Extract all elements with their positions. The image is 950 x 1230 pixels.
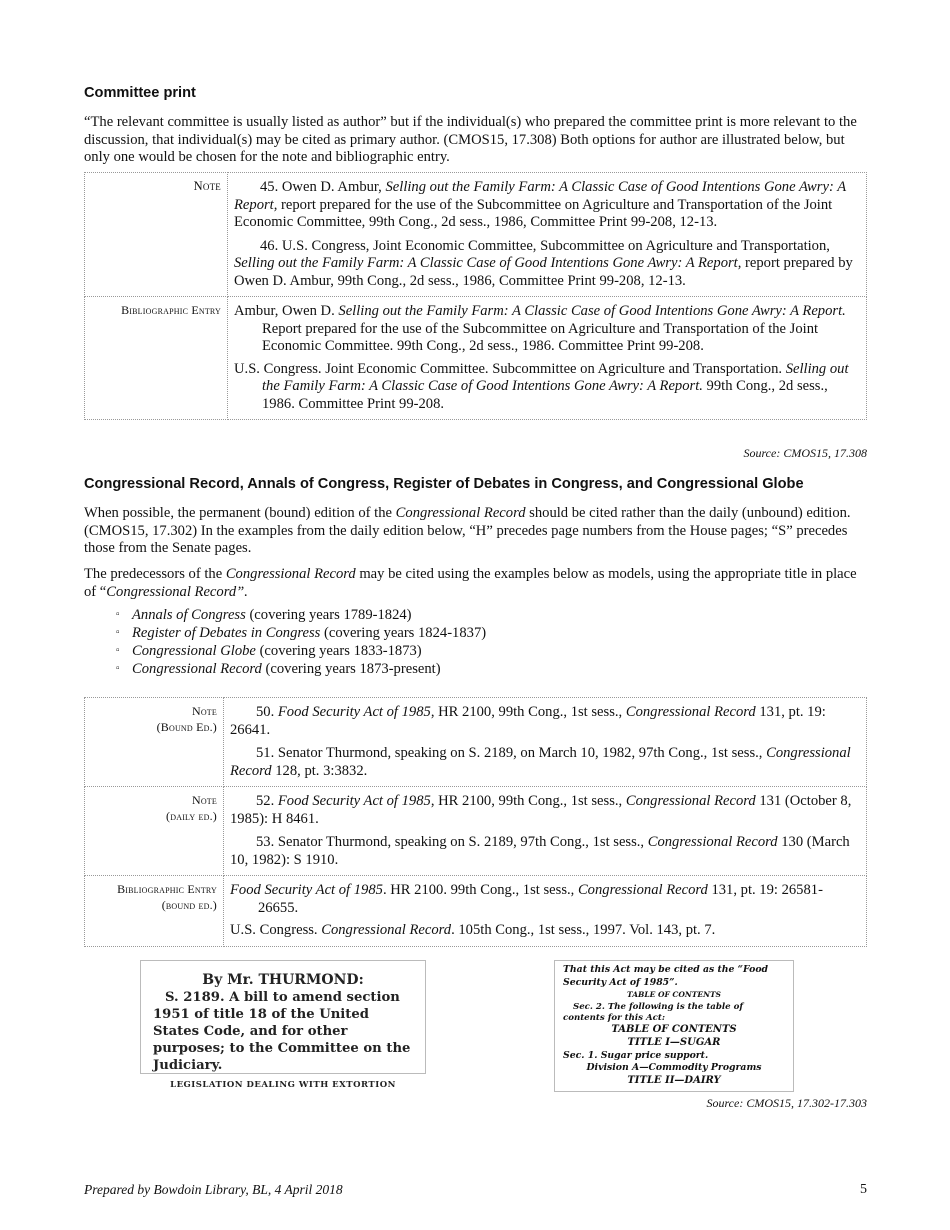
note-record: Congressional Record [647, 834, 778, 850]
para-text: should be cited rather than the daily (unbound) edition. (CMOS15, 17.302) In the examples from the daily edition below, “H” precedes page numbers from the House pages; “S” precedes those from the Senate pages. [84, 505, 851, 556]
bib-label [85, 297, 228, 420]
list-title: Annals of Congress [132, 607, 246, 623]
clipping-text: S. 2189. A bill to amend section 1951 of title 18 of the United States Code, and for other purposes; to the Committee on the Judiciary. [153, 990, 411, 1073]
note-title: Food Security Act of 1985 [277, 704, 431, 720]
bib-text: . HR 2100. 99th Cong., 1st sess., [382, 882, 578, 898]
bib-entry [230, 922, 860, 940]
note-text: 51. Senator Thurmond, speaking on S. 2189, on March 10, 1982, 97th Cong., 1st sess., [256, 745, 767, 761]
list-item [114, 624, 486, 642]
bib-text: 131, pt. 19: 26581-26655. [258, 882, 823, 916]
table-row [85, 787, 867, 876]
note-text: , HR 2100, 99th Cong., 1st sess., [430, 704, 626, 720]
list-item [114, 660, 486, 678]
clipping-line: That this Act may be cited as the “Food Security Act of 1985”. [563, 964, 769, 988]
note-entry [234, 179, 860, 232]
table-row [85, 698, 867, 787]
clipping-line: TABLE OF CONTENTS [611, 1024, 737, 1036]
note-entry [230, 793, 860, 828]
predecessor-list [114, 606, 486, 678]
note-record: Congressional Record [625, 793, 756, 809]
note-text: 53. Senator Thurmond, speaking on S. 2189, 97th Cong., 1st sess., [256, 834, 648, 850]
bib-text: U.S. Congress. Joint Economic Committee. Subcommittee on Agriculture and Transportation. [234, 360, 786, 377]
congressional-record-para2 [84, 566, 867, 601]
bib-entry [234, 361, 860, 414]
section-heading-committee-print: Committee print [84, 85, 196, 101]
food-security-clipping-image [554, 960, 794, 1092]
bib-text: Report prepared for the use of the Subcommittee on Agriculture and Transportation of the Joint Economic Committee. 99th Cong., 2d sess., 1986. Committee Print 99-208. [262, 320, 819, 354]
list-title: Congressional Globe [132, 643, 256, 659]
bib-cell [228, 297, 867, 420]
committee-print-table [84, 172, 867, 420]
congressional-record-para1 [84, 505, 867, 558]
para-italic: Congressional Record [225, 566, 356, 582]
note-text: 131, pt. 19: 26641. [230, 704, 826, 738]
table-row [85, 173, 867, 297]
note-entry [230, 745, 860, 780]
list-item [114, 606, 486, 624]
list-years: (covering years 1833-1873) [255, 643, 422, 659]
clipping-heading: By Mr. THURMOND: [202, 972, 364, 988]
clipping-line: Sec. 2. The following is the table of contents for this Act: [563, 1002, 744, 1024]
note-label [85, 173, 228, 297]
note-text: 131 (October 8, 1985): H 8461. [230, 793, 852, 827]
bib-cell [224, 876, 867, 947]
thurmond-clipping-image [140, 960, 426, 1090]
label-sub: (bound ed.) [161, 897, 217, 912]
document-page [84, 0, 867, 1230]
bib-title: Selling out the Family Farm: A Classic Case of Good Intentions Gone Awry: A Report. [262, 360, 849, 394]
bib-text: 99th Cong., 2d sess., 1986. Committee Print 99-208. [262, 378, 828, 412]
note-text: 130 (March 10, 1982): S 1910. [230, 834, 850, 868]
clipping-line: TITLE II—DAIRY [627, 1074, 721, 1086]
list-item [114, 642, 486, 660]
note-entry [230, 704, 860, 739]
list-years: (covering years 1789-1824) [245, 607, 412, 623]
bib-title: Food Security Act of 1985 [230, 882, 383, 898]
note-text: 45. Owen D. Ambur, [260, 179, 386, 195]
daily-note-label [85, 787, 224, 876]
bound-note-cell [224, 698, 867, 787]
note-text: report prepared for the use of the Subcommittee on Agriculture and Transportation of the Joint Economic Committee, 99th Cong., 2d sess., 1986, Committee Print 99-208, 12-13. [234, 196, 833, 230]
list-title: Congressional Record [132, 661, 262, 677]
note-text: , HR 2100, 99th Cong., 1st sess., [430, 793, 626, 809]
label-text: Note [191, 704, 217, 718]
committee-print-intro: “The relevant committee is usually listed as author” but if the individual(s) who prepared the committee print is more relevant to the discussion, that individual(s) may be cited as primary author. (CMOS15, 17.308) Both options for author are illustrated below, but only one would be chosen for the note and bibliographic entry. [84, 114, 857, 165]
para-text: may be cited using the examples below as models, using the appropriate title in place of “ [84, 566, 857, 600]
source-citation: Source: CMOS15, 17.302-17.303 [706, 1096, 867, 1110]
bullet-icon: ▫ [116, 645, 120, 656]
bullet-icon: ▫ [116, 609, 120, 620]
label-sub: (daily ed.) [166, 808, 217, 823]
para-italic: Congressional Record”. [106, 583, 248, 600]
bib-record: Congressional Record [321, 922, 452, 938]
clipping-line: TITLE I—SUGAR [627, 1036, 721, 1048]
daily-note-cell [224, 787, 867, 876]
note-cell [228, 173, 867, 297]
bib-entry [230, 882, 860, 917]
para-text: The predecessors of the [84, 566, 226, 582]
note-text: 50. [256, 704, 278, 720]
bullet-icon: ▫ [116, 627, 120, 638]
clipping-line: Division A—Commodity Programs [586, 1062, 762, 1074]
note-text: report prepared by Owen D. Ambur, 99th Cong., 2d sess., 1986, Committee Print 99-208, 12-13. [234, 255, 853, 289]
bib-record: Congressional Record [577, 882, 708, 898]
note-record: Congressional Record [230, 745, 851, 779]
list-title: Register of Debates in Congress [132, 625, 321, 641]
note-text: 46. U.S. Congress, Joint Economic Committee, Subcommittee on Agriculture and Transportation, [260, 237, 830, 254]
para-text: When possible, the permanent (bound) edition of the [84, 505, 396, 521]
note-label-text: Note [193, 179, 221, 193]
note-record: Congressional Record [625, 704, 756, 720]
table-row [85, 297, 867, 420]
bullet-icon: ▫ [116, 663, 120, 674]
label-sub: (Bound Ed.) [156, 719, 217, 734]
clipping-line: Sec. 1. Sugar price support. [563, 1049, 709, 1061]
clipping-line: TABLE OF CONTENTS [627, 990, 721, 1000]
source-citation: Source: CMOS15, 17.308 [743, 446, 867, 460]
para-italic: Congressional Record [395, 505, 526, 521]
note-title: Selling out the Family Farm: A Classic Case of Good Intentions Gone Awry: A Report, [234, 179, 846, 213]
list-years: (covering years 1873-present) [261, 661, 441, 677]
bib-label-text: Bibliographic Entry [121, 303, 221, 317]
note-title: Food Security Act of 1985 [277, 793, 431, 809]
bib-text: U.S. Congress. [230, 922, 322, 938]
table-row [85, 876, 867, 947]
label-text: Bibliographic Entry [117, 882, 217, 896]
bib-text: . 105th Cong., 1st sess., 1997. Vol. 143, pt. 7. [451, 922, 716, 938]
bib-label [85, 876, 224, 947]
bib-text: Ambur, Owen D. [234, 303, 339, 319]
bib-title: Selling out the Family Farm: A Classic Case of Good Intentions Gone Awry: A Report. [338, 303, 846, 319]
note-text: 128, pt. 3:3832. [271, 762, 368, 779]
bib-entry [234, 303, 860, 356]
clipping-footer: LEGISLATION DEALING WITH EXTORTION [170, 1080, 396, 1090]
footer-prepared-by: Prepared by Bowdoin Library, BL, 4 April 2018 [84, 1182, 343, 1197]
page-number: 5 [860, 1182, 867, 1197]
note-entry [230, 834, 860, 869]
list-years: (covering years 1824-1837) [320, 625, 487, 641]
bound-note-label [85, 698, 224, 787]
note-title: Selling out the Family Farm: A Classic Case of Good Intentions Gone Awry: A Report, [234, 255, 742, 271]
note-text: 52. [256, 793, 278, 809]
note-entry [234, 238, 860, 291]
congressional-record-table [84, 697, 867, 947]
section-heading-congressional-record: Congressional Record, Annals of Congress, Register of Debates in Congress, and Congressional Globe [84, 476, 804, 492]
label-text: Note [191, 793, 217, 807]
